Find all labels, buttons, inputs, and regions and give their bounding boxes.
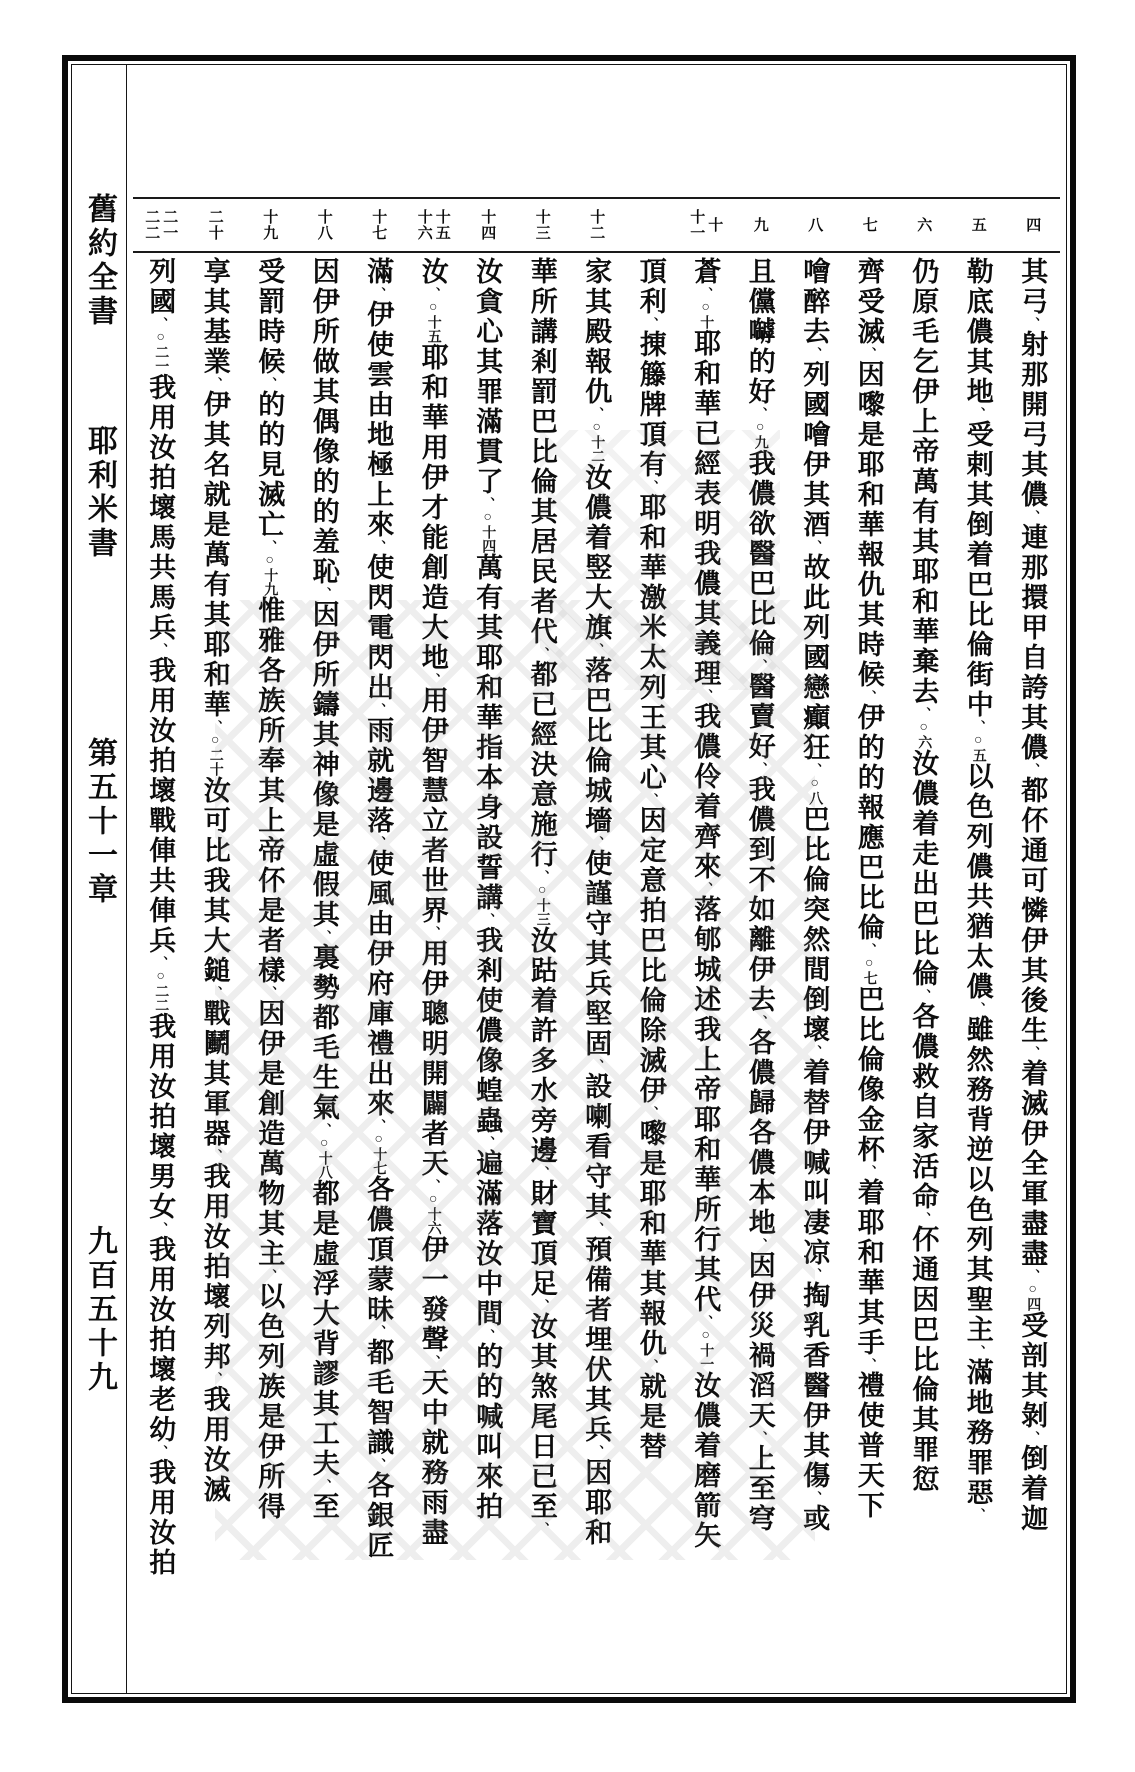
text-column: 其弓、射那開弓其儂、連那擐甲自誇其儂、都伓通可憐伊其後生、着滅伊全軍盡盡、○四受剖其剝、倒着迦 [1017,257,1048,1534]
chapter-title: 第五十一章 [83,737,116,907]
verse-marker: ○十七 [371,1132,387,1175]
section-title: 耶利米書 [83,425,116,561]
verse-header: 十三 [533,209,550,241]
verse-header: 十九 [261,209,278,241]
text-column: 汝、○十五耶和華用伊才能創造大地、用伊智慧立者世界、用伊聰明開闢者天、○十六伊一發聲、天中就務雨盡 [417,257,448,1548]
verse-header: 二一 二二 [143,209,178,241]
verse-marker: ○十六 [425,1192,441,1235]
text-column: 勒底儂其地、受剌其倒着巴比倫街中、○五以色列儂共猶太儂、雖然務背逆以色列其聖主、滿地務罪惡、 [962,257,993,1521]
text-column: 齊受滅、因嚟是耶和華報仇其時候、伊的的報應巴比倫、○七巴比倫像金杯、着耶和華其手、禮使普天下 [853,257,884,1521]
page-number: 九百五十九 [83,1225,116,1395]
verse-marker: ○九 [752,420,768,449]
verse-marker: ○十八 [316,1136,332,1179]
verse-header: 十八 [315,209,332,241]
text-column: 頂利、㨂籐牌頂有、耶和華激米太列王其心、因定意拍巴比倫除滅伊、嚟是耶和華其報仇、就是替 [635,257,666,1462]
verse-marker: ○十九 [262,553,278,596]
page-frame [62,55,1076,1703]
verse-marker: ○十二 [589,420,605,463]
text-column: 滿、伊使雲由地極上來、使閃電閃出、雨就邊落、使風由伊府庫禮出來、○十七各儂頂蒙昧、都毛智識、各銀匠 [363,257,394,1561]
verse-marker: ○十三 [534,883,550,926]
verse-header: 十四 [479,209,496,241]
verse-header: 五 [969,217,986,233]
verse-header: 四 [1024,217,1041,233]
verse-header: 六 [915,217,932,233]
text-column: 噲醉去、列國噲伊其酒、故此列國戀癲狂、○八巴比倫突然間倒壞、着替伊喊叫凄凉、掏乳香醫伊其傷、或 [799,257,830,1534]
verse-header: 十七 [370,209,387,241]
verse-marker: ○六 [916,720,932,749]
text-column: 汝貪心其罪滿貫了、○十四萬有其耶和華指本身設誓講、我剎使儂像蝗蟲、遍滿落汝中間、的的喊叫來拍 [472,257,503,1522]
text-area [127,65,1068,1693]
verse-marker: ○八 [807,776,823,805]
verse-marker: ○七 [861,956,877,985]
verse-marker: ○五 [970,733,986,762]
verse-marker: ○二十 [207,733,223,776]
verse-marker: ○十 [698,300,714,329]
book-title: 舊約全書 [83,193,116,329]
verse-marker: ○四 [1025,1282,1041,1311]
text-column: 且儻嚹的好、○九我儂欲醫巴比倫、醫賣好、我儂到不如離伊去、各儂歸各儂本地、因伊災禍滔天、上至穹 [744,257,775,1534]
text-column: 享其基業、伊其名就是萬有其耶和華、○二十汝可比我其大鎚、戰鬭其軍器、我用汝拍壞列邦、我用汝滅 [199,257,230,1505]
text-columns [133,253,1060,1655]
text-column: 蒼、○十耶和華已經表明我儂其義理、我儂伶着齊來、落郇城述我上帝耶和華所行其代、○十一汝儂着磨箭矢 [690,257,721,1551]
verse-header: 九 [751,217,768,233]
verse-header: 十 十一 [688,209,723,241]
verse-marker: ○二一 [153,330,169,373]
verse-marker: ○十一 [698,1328,714,1371]
text-column: 華所講剎罰巴比倫其居民者代、都已經決意施行、○十三汝跍着許多水旁邊、財寶頂足、汝其煞尾日已至、 [526,257,557,1535]
verse-marker: ○十五 [425,300,441,343]
inner-frame [71,64,1067,1694]
verse-marker: ○十四 [480,510,496,553]
text-column: 列國、○二一我用汝拍壞馬共馬兵、我用汝拍壞戰俥共俥兵、○二二我用汝拍壞男女、我用汝拍壞老幼、我用汝拍 [145,257,176,1578]
verse-header: 七 [860,217,877,233]
margin-column [72,65,127,1693]
text-column: 仍原毛乞伊上帝萬有其耶和華棄去、○六汝儂着走出巴比倫、各儂救自家活命、伓通因巴比倫其罪愆 [908,257,939,1495]
verse-header: 十二 [588,209,605,241]
verse-header: 八 [806,217,823,233]
verse-header: 十五 十六 [415,209,450,241]
verse-header: 二十 [206,209,223,241]
verse-headers-row [133,197,1060,253]
text-column: 家其殿報仇、○十二汝儂着竪大旗、落巴比倫城墻、使謹守其兵堅固、設喇看守其、預備者埋伏其兵、因耶和 [581,257,612,1548]
verse-marker: ○二二 [153,969,169,1012]
text-column: 受罰時候、的的見滅亡、○十九惟雅各族所奉其上帝伓是者樣、因伊是創造萬物其主、以色列族是伊所得 [254,257,285,1522]
text-column: 因伊所做其偶像的的羞恥、因伊所鑄其神像是虛假其、裏勢都毛生氣、○十八都是虛浮大背謬其工夫、至 [308,257,339,1522]
